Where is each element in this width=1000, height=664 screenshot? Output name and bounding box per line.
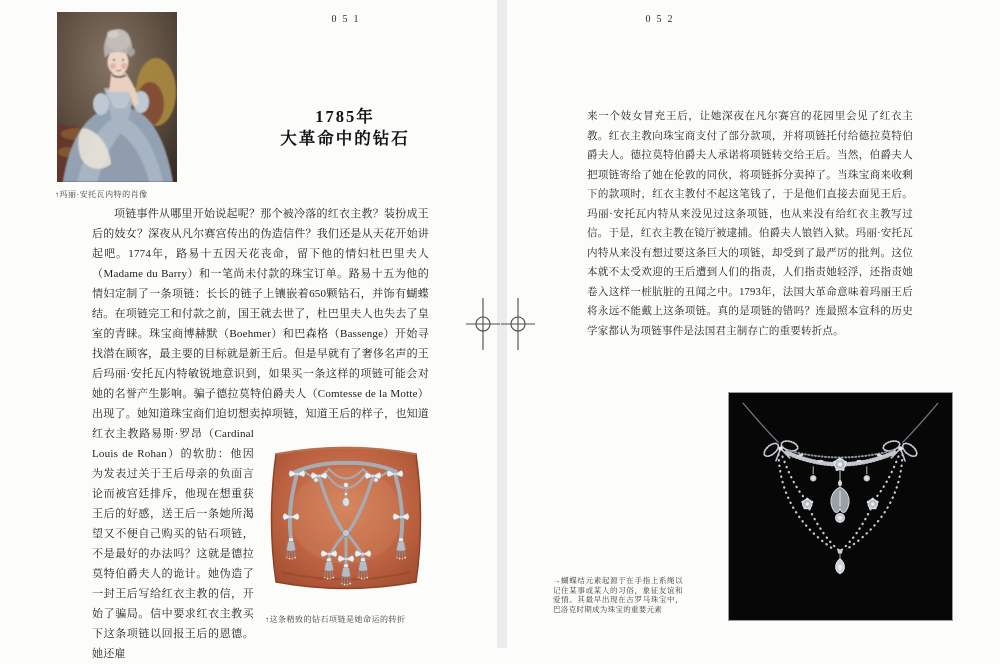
registration-mark-right-icon bbox=[498, 295, 538, 353]
portrait-caption: ↑玛丽·安托瓦内特的肖像 bbox=[55, 190, 148, 199]
necklace-figure bbox=[728, 392, 953, 621]
necklace-caption: →蝴蝶结元素起源于在手指上系绳以记住某事或某人的习俗，象征友谊和爱情。其最早出现在古罗马珠宝中，巴洛克时期成为珠宝的重要元素 bbox=[553, 576, 683, 614]
page-number-right: 052 bbox=[645, 14, 679, 25]
left-body-text: 项链事件从哪里开始说起呢？那个被冷落的红衣主教？装扮成王后的妓女？深夜从凡尔赛宫传出的伪造信件？我们还是从天花开始讲起吧。1774年，路易十五因天花丧命，留下他的情妇杜巴里夫人（Madame du Barry）和一笔尚未付款的珠宝订单。路易十五为他的情妇定制了一条项链：长长的链子上镶嵌着650颗钻石，并饰有蝴蝶结。在项链完工和付款之前，国王就去世了，杜巴里夫人也失去了皇室的青睐。珠宝商博赫默（Boehmer）和巴森格（Bassenge）开始寻找潜在顾客，最主要的目标就是新王后。但是早就有了奢侈名声的王后玛丽·安托瓦内特敏锐地意识到，如果买一条这样的项链可能会对她的名誉产生影响。骗子德拉莫特伯爵夫人（Comtesse de la Motte）出现了。她知道珠宝商们迫切想卖掉项链，知道王后的样子，也知道红衣主教路易斯·罗昂（Cardinal Louis de Rohan）的软肋：他因为发表过关于王后母亲的负面言论而被宫廷排斥，他现在想重获王后的好感，送王后一条她所渴望又不便自己购买的钻石项链，不是最好的办法吗？这就是德拉莫特伯爵夫人的诡计。她伪造了一封王后写给红衣主教的信，开始了骗局。信中要求红衣主教买下这条项链以回报王后的恩德。她还雇 bbox=[92, 208, 429, 660]
right-page-body bbox=[587, 107, 913, 341]
right-body-text: 来一个妓女冒充王后，让她深夜在凡尔赛宫的花园里会见了红衣主教。红衣主教向珠宝商支付了部分款项，并将项链托付给德拉莫特伯爵夫人。德拉莫特伯爵夫人承诺将项链转交给王后。当然，伯爵夫人把项链寄给了她在伦敦的同伙，将项链拆分卖掉了。当珠宝商来收剩下的款项时，红衣主教付不起这笔钱了，于是他们直接去面见王后。玛丽·安托瓦内特从来没见过这条项链，也从来没有给红衣主教写过信。于是，红衣主教在镜厅被逮捕。伯爵夫人锒铛入狱。玛丽·安托瓦内特从来没有想过要这条巨大的项链，却受到了最严厉的批判。这位本就不太受欢迎的王后遭到人们的指责，人们指责她轻浮，还指责她卷入这样一桩肮脏的丑闻之中。1793年，法国大革命意味着玛丽王后将永远不能戴上这条项链。真的是项链的错吗？连最照本宣科的历史学家都认为项链事件是法国君主制存亡的重要转折点。 bbox=[587, 111, 913, 337]
portrait-figure bbox=[57, 12, 177, 182]
cushion-caption: ↑这条精致的钻石项链是她命运的转折 bbox=[265, 615, 406, 624]
chapter-title-name: 大革命中的钻石 bbox=[280, 129, 410, 148]
chapter-title-year: 1785年 bbox=[315, 107, 375, 126]
marie-antoinette-portrait-image bbox=[57, 12, 177, 182]
bow-necklace-photo-image bbox=[728, 392, 953, 621]
diamond-necklace-on-cushion-image bbox=[263, 432, 429, 604]
page-number-left: 051 bbox=[331, 14, 365, 25]
chapter-title bbox=[245, 106, 445, 150]
registration-mark-left-icon bbox=[463, 295, 503, 353]
left-page-body bbox=[92, 204, 429, 664]
cushion-figure bbox=[263, 432, 429, 625]
